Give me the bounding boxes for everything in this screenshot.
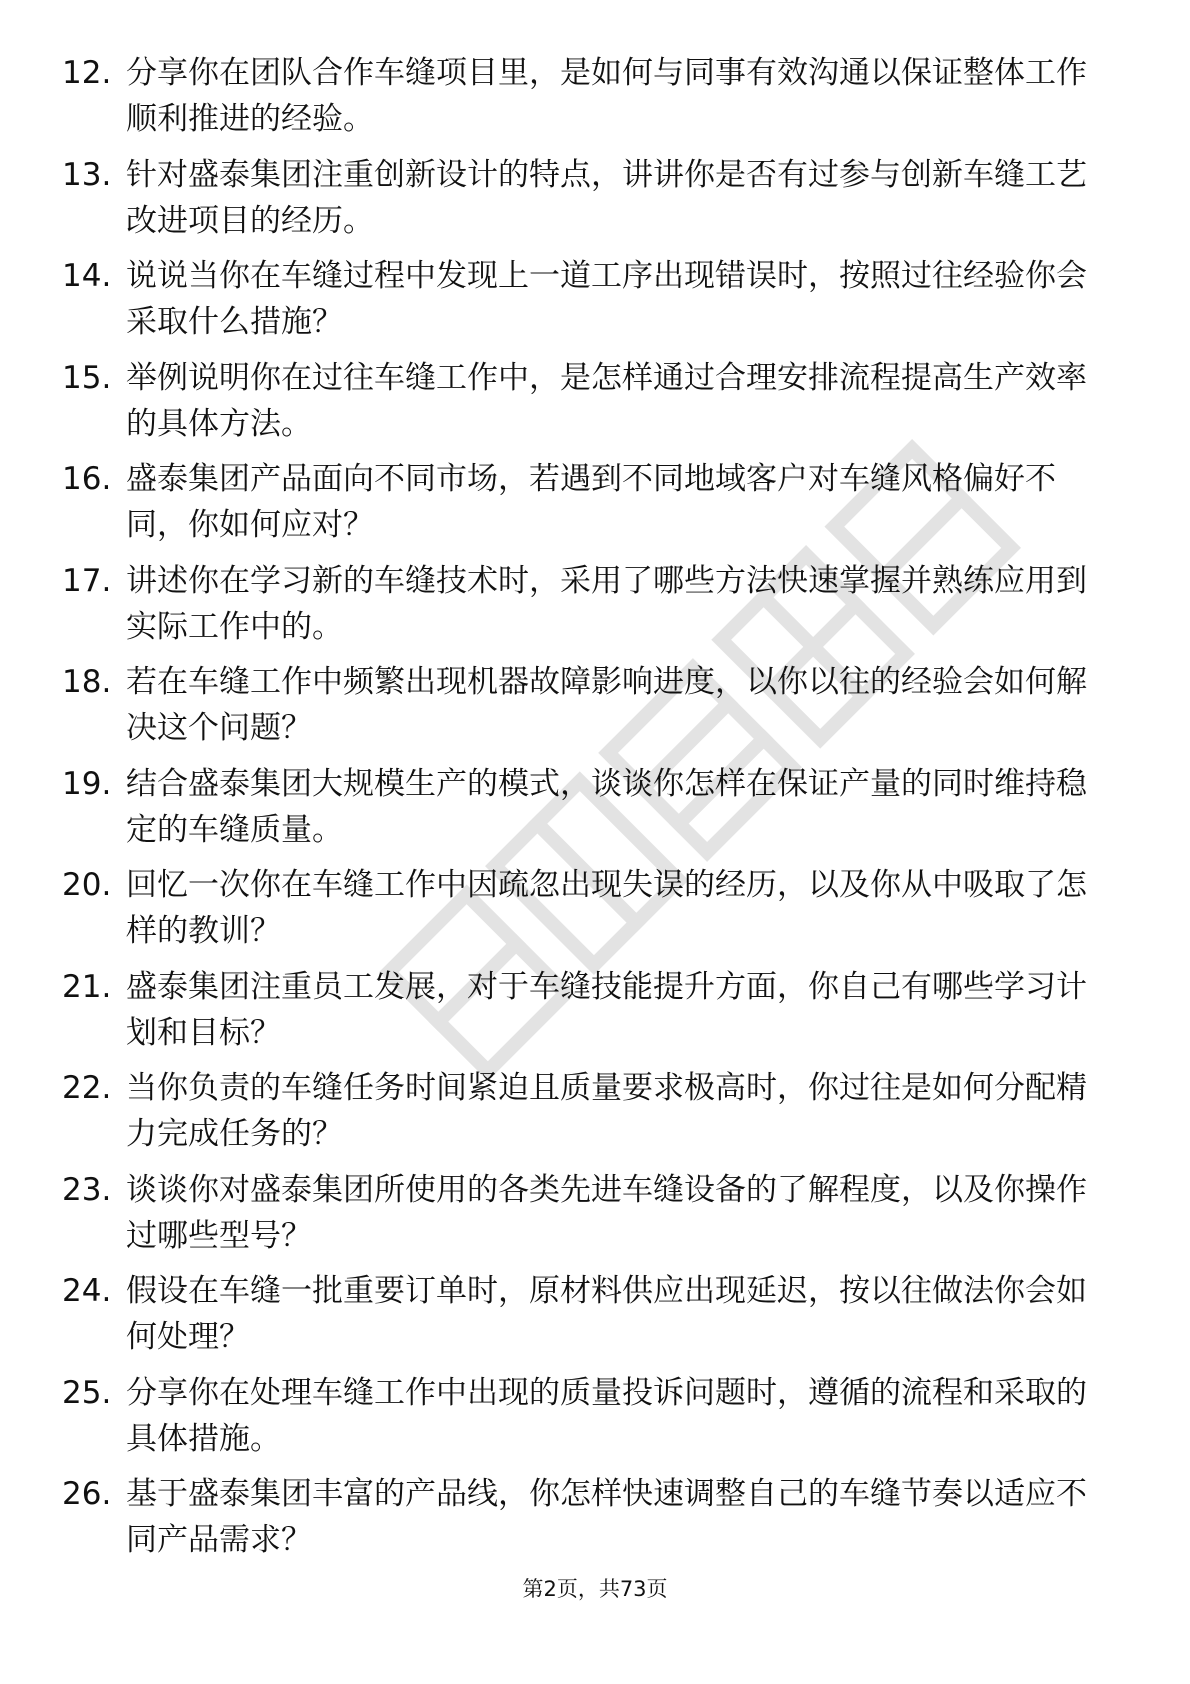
question-text: 谈谈你对盛泰集团所使用的各类先进车缝设备的了解程度，以及你操作过哪些型号？ (126, 1171, 1087, 1254)
question-number: 24. (62, 1273, 112, 1309)
question-text: 盛泰集团产品面向不同市场，若遇到不同地域客户对车缝风格偏好不同，你如何应对？ (126, 461, 1056, 543)
question-number: 17. (62, 562, 112, 599)
question-number: 12. (62, 55, 112, 91)
question-text: 假设在车缝一批重要订单时，原材料供应出现延迟，按以往做法你会如何处理？ (126, 1273, 1087, 1355)
question-number: 18. (62, 664, 112, 700)
question-item (62, 964, 1122, 1066)
question-number: 14. (62, 258, 112, 294)
question-item (62, 761, 1122, 863)
question-text: 回忆一次你在车缝工作中因疏忽出现失误的经历，以及你从中吸取了怎样的教训？ (126, 867, 1087, 949)
question-item (62, 558, 1122, 660)
question-item (62, 1065, 1122, 1167)
question-number: 22. (62, 1070, 112, 1106)
question-text: 当你负责的车缝任务时间紧迫且质量要求极高时，你过往是如何分配精力完成任务的？ (126, 1070, 1087, 1152)
page-footer (0, 1574, 1190, 1604)
page-number-label: 第2页，共73页 (522, 1577, 668, 1601)
question-number: 25. (62, 1374, 112, 1411)
question-text: 举例说明你在过往车缝工作中，是怎样通过合理安排流程提高生产效率的具体方法。 (126, 359, 1087, 442)
question-text: 分享你在处理车缝工作中出现的质量投诉问题时，遵循的流程和采取的具体措施。 (126, 1374, 1087, 1457)
question-item (62, 659, 1122, 761)
question-number: 26. (62, 1476, 112, 1512)
question-item (62, 355, 1122, 457)
question-text: 若在车缝工作中频繁出现机器故障影响进度，以你以往的经验会如何解决这个问题？ (126, 664, 1087, 746)
question-number: 13. (62, 156, 112, 193)
question-item (62, 456, 1122, 558)
question-text: 针对盛泰集团注重创新设计的特点，讲讲你是否有过参与创新车缝工艺改进项目的经历。 (126, 156, 1087, 239)
question-item (62, 253, 1122, 355)
question-text: 盛泰集团注重员工发展，对于车缝技能提升方面，你自己有哪些学习计划和目标？ (126, 968, 1087, 1051)
question-item (62, 862, 1122, 964)
question-number: 16. (62, 461, 112, 497)
question-text: 基于盛泰集团丰富的产品线，你怎样快速调整自己的车缝节奏以适应不同产品需求？ (126, 1476, 1087, 1558)
question-item (62, 1167, 1122, 1269)
question-item (62, 1370, 1122, 1472)
question-number: 19. (62, 765, 112, 802)
question-number: 21. (62, 968, 112, 1005)
question-text: 分享你在团队合作车缝项目里，是如何与同事有效沟通以保证整体工作顺利推进的经验。 (126, 55, 1087, 137)
question-text: 说说当你在车缝过程中发现上一道工序出现错误时，按照过往经验你会采取什么措施？ (126, 258, 1087, 340)
question-item (62, 50, 1122, 152)
question-text: 结合盛泰集团大规模生产的模式，谈谈你怎样在保证产量的同时维持稳定的车缝质量。 (126, 765, 1087, 848)
question-text: 讲述你在学习新的车缝技术时，采用了哪些方法快速掌握并熟练应用到实际工作中的。 (126, 562, 1087, 645)
question-item (62, 152, 1122, 254)
question-number: 23. (62, 1171, 112, 1208)
question-number: 15. (62, 359, 112, 396)
question-list (62, 50, 1122, 1573)
question-number: 20. (62, 867, 112, 903)
question-item (62, 1471, 1122, 1573)
question-item (62, 1268, 1122, 1370)
